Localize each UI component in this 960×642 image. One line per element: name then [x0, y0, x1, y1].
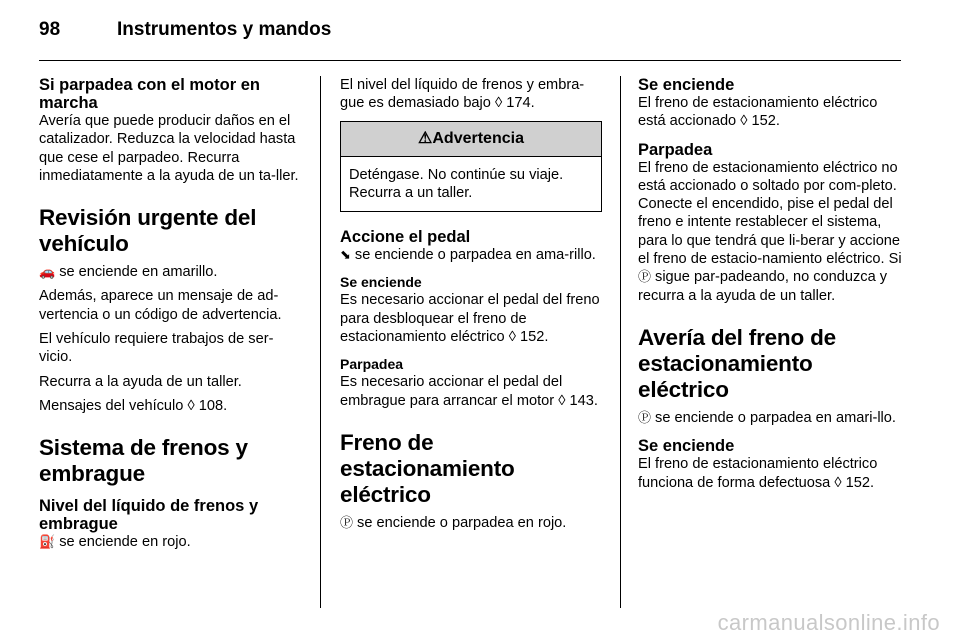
column-2	[340, 76, 602, 532]
text-epb-fault-light: Ⓟ se enciende o parpadea en amari-llo.	[638, 409, 896, 426]
text-fluid-light: ⛽ se enciende en rojo.	[39, 534, 191, 551]
page-number: 98	[39, 19, 61, 40]
column-1	[39, 76, 301, 552]
text-epb-blink: El freno de estacionamiento eléctrico no está accionado o soltado por com-pleto. Conecte el encendido, pise el pedal del freno e intente restablecer el sistema, para lo que tendrá que li-berar y accione el freno de estacio-namiento eléctrico. Si Ⓟ sigue par-padeando, no conduzca y recurra a la ayuda de un taller.	[638, 159, 902, 304]
warning-text: Deténgase. No continúe su viaje. Recurra a un taller.	[349, 166, 564, 201]
column-3	[638, 76, 902, 492]
brake-fluid-icon: ⛽	[39, 534, 56, 550]
warning-box	[340, 121, 602, 213]
parking-brake-fault-icon: Ⓟ	[638, 409, 652, 425]
heading-epb-fault-on: Se enciende	[638, 437, 735, 456]
text-epb-fault-on: El freno de estacionamiento eléctrico funciona de forma defectuosa ◊ 152.	[638, 456, 878, 491]
heading-epb-fault: Avería del freno de estacionamiento eléctrico	[638, 324, 836, 402]
text-service-messages-ref: Mensajes del vehículo ◊ 108.	[39, 397, 228, 414]
heading-epb-on: Se enciende	[638, 76, 735, 94]
text-epb-light: Ⓟ se enciende o parpadea en rojo.	[340, 514, 567, 531]
heading-blink: Parpadea	[340, 356, 404, 373]
warning-triangle-icon: ⚠	[418, 129, 433, 147]
parking-brake-icon: Ⓟ	[638, 269, 652, 285]
text-epb-on: El freno de estacionamiento eléctrico está accionado ◊ 152.	[638, 95, 878, 130]
heading-on: Se enciende	[340, 274, 422, 291]
heading-press-pedal: Accione el pedal	[340, 228, 471, 247]
text-service-workshop: Recurra a la ayuda de un taller.	[39, 373, 242, 390]
page-header	[39, 18, 901, 61]
text-service-light: 🚗 se enciende en amarillo.	[39, 264, 218, 281]
heading-brake-system: Sistema de frenos y embrague	[39, 435, 248, 487]
heading-urgent-service: Revisión urgente del vehículo	[39, 205, 257, 257]
heading-fluid-level: Nivel del líquido de frenos y embrague	[39, 497, 259, 534]
column-divider-2	[620, 76, 621, 608]
text-pedal-light: ⬊ se enciende o parpadea en ama-rillo.	[340, 247, 596, 264]
text-fluid-low: El nivel del líquido de frenos y embra-gue es demasiado bajo ◊ 174.	[340, 77, 585, 112]
text-service-required: El vehículo requiere trabajos de ser-vicio.	[39, 331, 274, 366]
column-divider-1	[320, 76, 321, 608]
text-pedal-on: Es necesario accionar el pedal del freno para desbloquear el freno de estacionamiento eléctrico ◊ 152.	[340, 292, 600, 346]
heading-parking-brake: Freno de estacionamiento eléctrico	[340, 429, 515, 507]
text-pedal-blink: Es necesario accionar el pedal del embrague para arrancar el motor ◊ 143.	[340, 374, 598, 409]
heading-epb-blink: Parpadea	[638, 140, 713, 159]
text-service-message: Además, aparece un mensaje de ad-vertencia o un código de advertencia.	[39, 288, 282, 323]
page-title: Instrumentos y mandos	[117, 19, 332, 40]
foot-pedal-icon: ⬊	[340, 247, 351, 263]
car-wrench-icon: 🚗	[39, 264, 56, 280]
heading-flash-running: Si parpadea con el motor en marcha	[39, 76, 260, 112]
parking-brake-icon: Ⓟ	[340, 514, 354, 530]
text-flash-running: Avería que puede producir daños en el catalizador. Reduzca la velocidad hasta que cese el parpadeo. Recurra inmediatamente a la ayuda de un ta-ller.	[39, 113, 299, 184]
warning-header: ⚠Advertencia	[341, 122, 601, 157]
watermark: carmanualsonline.info	[717, 610, 940, 635]
